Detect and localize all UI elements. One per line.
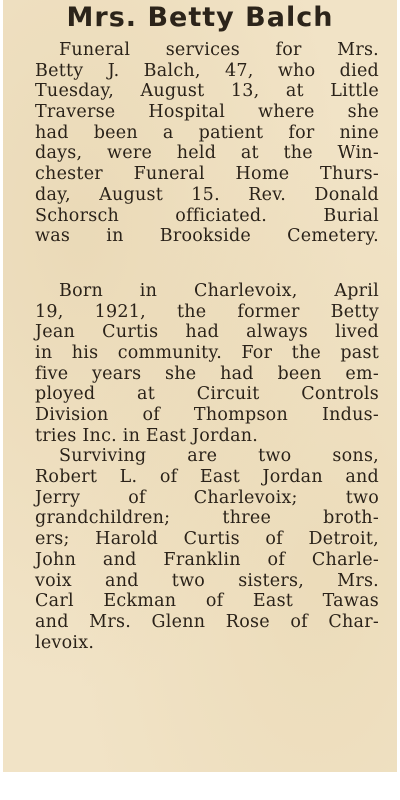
text-line: Born in Charlevoix, April [59, 280, 379, 301]
text-line: grandchildren; three broth- [35, 508, 379, 529]
text-line: had been a patient for nine [35, 122, 379, 143]
text-line: was in Brookside Cemetery. [35, 226, 379, 247]
text-line: Betty J. Balch, 47, who died [35, 60, 379, 81]
newspaper-clipping [3, 0, 397, 772]
text-line: chester Funeral Home Thurs- [35, 164, 379, 185]
text-line: five years she had been em- [35, 363, 379, 384]
text-line: Jerry of Charlevoix; two [35, 487, 379, 508]
text-line: ployed at Circuit Controls [35, 384, 379, 405]
obituary-headline: Mrs. Betty Balch [66, 2, 334, 33]
text-line: Schorsch officiated. Burial [35, 205, 379, 226]
text-line: Traverse Hospital where she [35, 102, 379, 123]
text-line: days, were held at the Win- [35, 143, 379, 164]
text-line: tries Inc. in East Jordan. [35, 425, 259, 446]
text-line: 19, 1921, the former Betty [35, 301, 379, 322]
text-line: Tuesday, August 13, at Little [35, 81, 379, 102]
paragraph-survivors [35, 446, 379, 653]
text-line: John and Franklin of Charle- [35, 549, 379, 570]
text-line: Jean Curtis had always lived [35, 322, 379, 343]
text-line: Robert L. of East Jordan and [35, 467, 379, 488]
text-line: ers; Harold Curtis of Detroit, [35, 529, 379, 550]
text-line: Funeral services for Mrs. [59, 40, 379, 60]
text-line: Surviving are two sons, [59, 446, 379, 467]
text-line: levoix. [35, 632, 95, 653]
text-line: in his community. For the past [35, 342, 379, 363]
paragraph-biography [35, 281, 379, 447]
paragraph-funeral-services [35, 40, 379, 247]
obituary-body [35, 40, 379, 653]
text-line: Division of Thompson Indus- [35, 405, 379, 425]
text-line: and Mrs. Glenn Rose of Char- [35, 611, 379, 632]
text-line: voix and two sisters, Mrs. [35, 570, 379, 591]
text-line: Carl Eckman of East Tawas [35, 591, 379, 612]
text-line: day, August 15. Rev. Donald [35, 184, 379, 205]
paragraph-gap [35, 247, 379, 281]
